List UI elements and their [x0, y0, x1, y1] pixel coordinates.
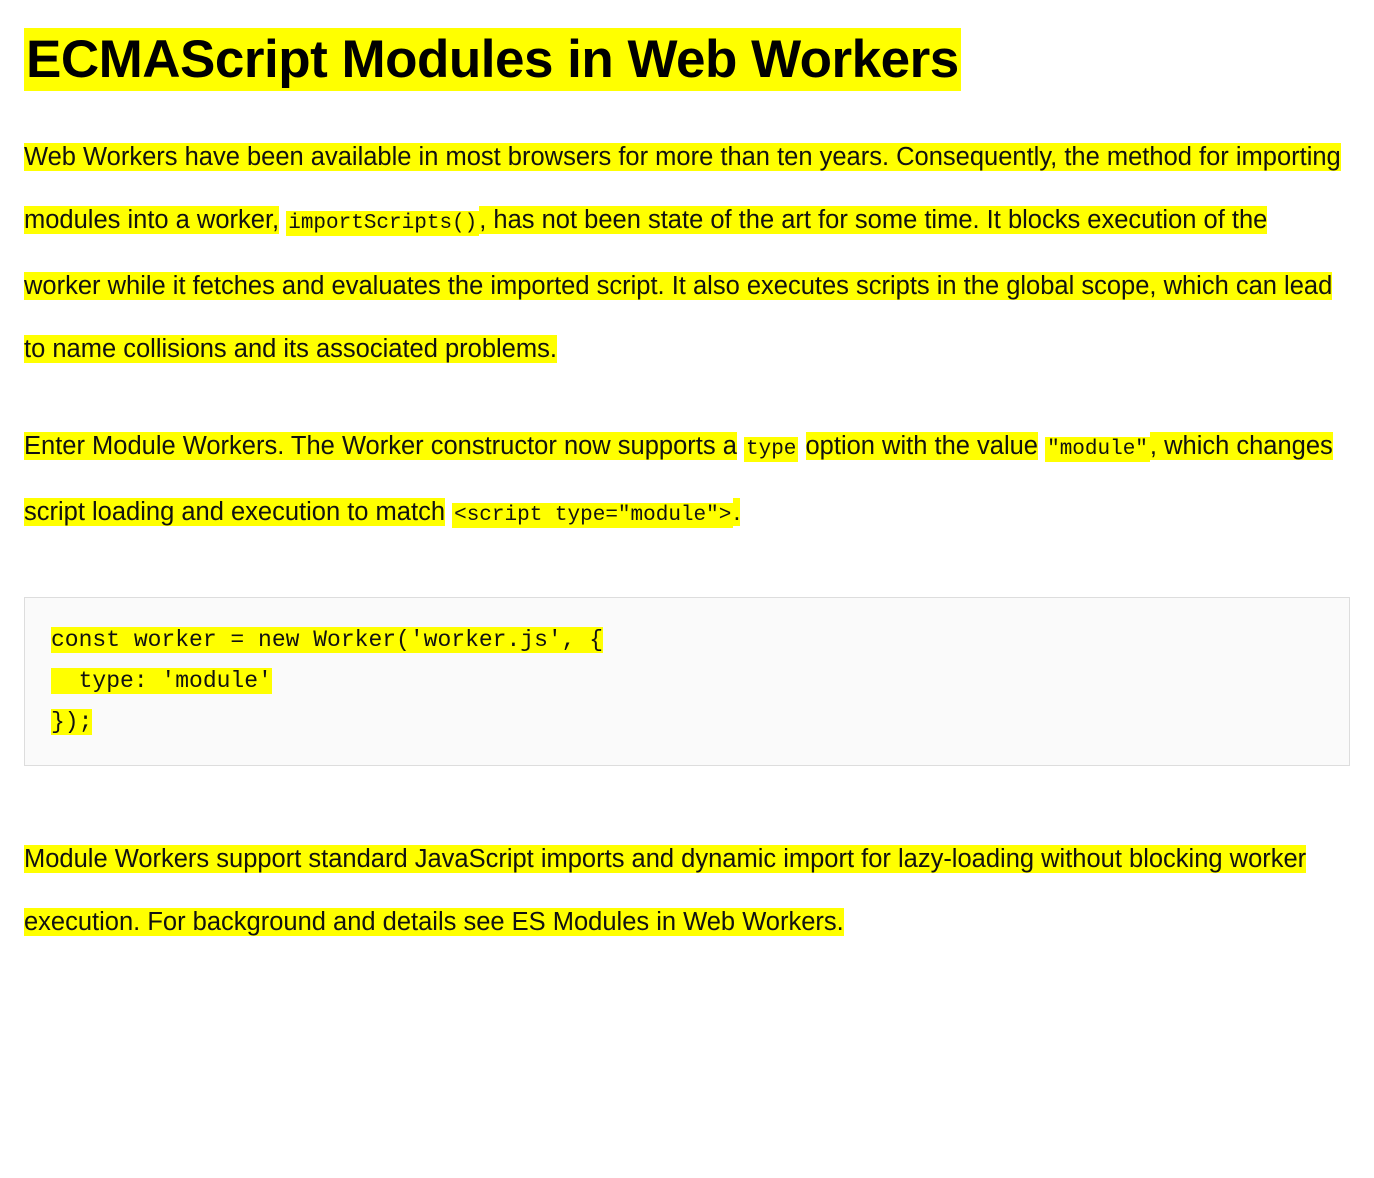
page-title-text: ECMAScript Modules in Web Workers [26, 30, 959, 89]
code-script-type-module: <script type="module"> [454, 503, 732, 527]
code-block-line-1 [51, 620, 1323, 661]
code-block-line-3 [51, 702, 1323, 743]
code-line-2-text: type: 'module' [51, 667, 272, 694]
code-line-3-text: }); [51, 708, 93, 735]
code-import-scripts: importScripts() [288, 211, 478, 235]
code-module-value: "module" [1047, 437, 1148, 461]
code-block [24, 597, 1350, 766]
paragraph-module-workers-part1: Enter Module Workers. The Worker constructor now supports a [24, 431, 737, 460]
code-block-line-2 [51, 661, 1323, 702]
page-title [24, 28, 1350, 92]
paragraph-conclusion [24, 828, 1350, 954]
paragraph-intro-part1: Web Workers have been available in most browsers for more than ten years. Consequently, the method for importing modules into a worker, [24, 142, 1341, 234]
paragraph-intro [24, 126, 1350, 381]
code-type-option: type [745, 437, 797, 461]
paragraph-module-workers [24, 415, 1350, 547]
paragraph-module-workers-part4: . [733, 497, 741, 526]
paragraph-module-workers-part2: option with the value [805, 431, 1038, 460]
paragraph-module-workers-part3: , which changes script loading and execution to match [24, 431, 1333, 526]
code-line-1-text: const worker = new Worker('worker.js', { [51, 626, 604, 653]
paragraph-conclusion-text: Module Workers support standard JavaScript imports and dynamic import for lazy-loading without blocking worker execution. For background and details see ES Modules in Web Workers. [24, 844, 1307, 936]
paragraph-intro-part2: , has not been state of the art for some time. It blocks execution of the worker while it fetches and evaluates the imported script. It also executes scripts in the global scope, which can lead to name collisions and its associated problems. [24, 205, 1333, 363]
